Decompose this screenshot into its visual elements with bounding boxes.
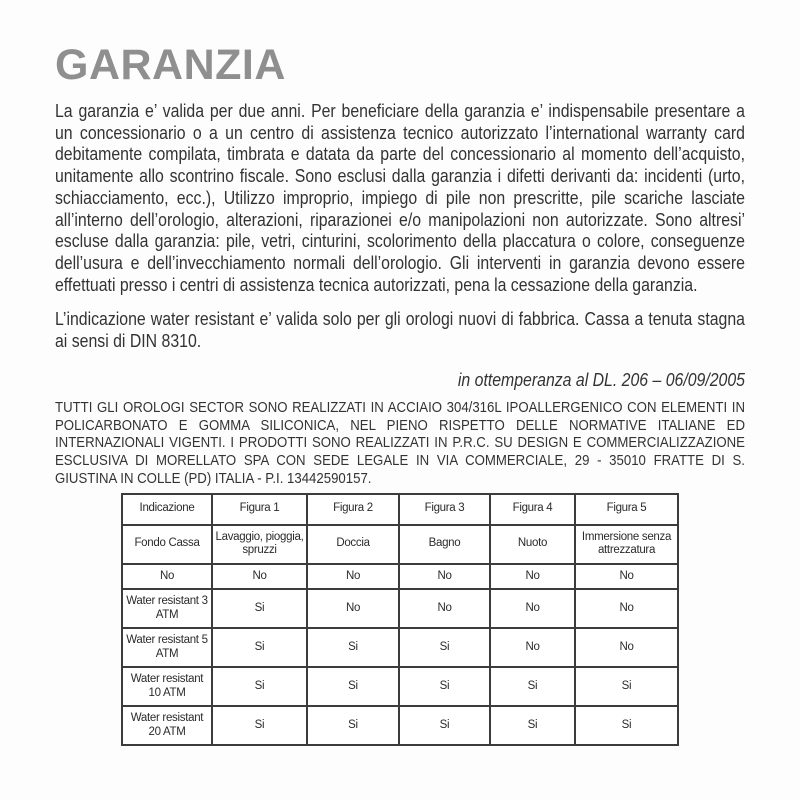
table-cell: Si [212,667,307,706]
table-cell: Si [399,667,490,706]
table-cell: Fondo Cassa [122,525,212,564]
water-resistance-table [121,493,679,747]
table-row [122,564,678,590]
table-cell: Water resistant 10 ATM [122,667,212,706]
table-cell: Water resistant 5 ATM [122,628,212,667]
page-title: GARANZIA [55,41,286,89]
table-cell: Si [212,628,307,667]
table-cell: No [490,564,575,590]
table-header-cell-figura-5: Figura 5 [575,494,678,525]
table-header-cell-figura-2: Figura 2 [307,494,399,525]
compliance-note: in ottemperanza al DL. 206 – 06/09/2005 [457,369,745,390]
table-cell: Water resistant 20 ATM [122,706,212,745]
table-row [122,525,678,564]
table-header-cell-figura-3: Figura 3 [399,494,490,525]
water-resistant-validity-paragraph: L’indicazione water resistant e’ valida solo per gli orologi nuovi di fabbrica. Cassa a tenuta stagna ai sensi di DIN 8310. [55,309,745,352]
table-row [122,706,678,745]
table-cell: Water resistant 3 ATM [122,589,212,628]
water-resistance-table-body [122,525,678,746]
table-cell: Bagno [399,525,490,564]
table-cell: Immersione senza attrezzatura [575,525,678,564]
table-cell: No [399,589,490,628]
table-cell: Si [307,628,399,667]
table-header-cell-figura-1: Figura 1 [212,494,307,525]
table-cell: No [490,589,575,628]
table-cell: Lavaggio, pioggia, spruzzi [212,525,307,564]
table-header-cell-indicazione: Indicazione [122,494,212,525]
table-cell: Si [212,589,307,628]
table-cell: Si [399,628,490,667]
table-cell: Si [307,667,399,706]
table-cell: No [307,589,399,628]
table-cell: No [212,564,307,590]
document-content [55,42,745,746]
table-cell: Si [490,706,575,745]
table-row [122,667,678,706]
table-row [122,628,678,667]
table-header-row [122,494,678,525]
table-cell: No [575,564,678,590]
table-cell: No [575,628,678,667]
table-header-cell-figura-4: Figura 4 [490,494,575,525]
table-cell: Nuoto [490,525,575,564]
manufacturer-legal-paragraph: TUTTI GLI OROLOGI SECTOR SONO REALIZZATI IN ACCIAIO 304/316L IPOALLERGENICO CON ELEMENTI IN POLICARBONATO E GOMMA SILICONICA, NEL PIENO RISPETTO DELLE NORMATIVE ITALIANE ED INTERNAZIONALI VIGENTI. I PRODOTTI SONO REALIZZATI IN P.R.C. SU DESIGN E COMMERCIALIZZAZIONE ESCLUSIVA DI MORELLATO SPA CON SEDE LEGALE IN VIA COMMERCIALE, 29 - 35010 FRATTE DI S. GIUSTINA IN COLLE (PD) ITALIA - P.I. 13442590157. [55,398,745,487]
table-cell: No [122,564,212,590]
table-cell: No [490,628,575,667]
table-cell: Si [490,667,575,706]
warranty-terms-paragraph: La garanzia e’ valida per due anni. Per beneficiare della garanzia e’ indispensabile presentare a un concessionario o a un centro di assistenza tecnico autorizzato l’international warranty card debitamente compilata, timbrata e datata da parte del concessionario al momento dell’acquisto, unitamente allo scontrino fiscale. Sono esclusi dalla garanzia i difetti derivanti da: incidenti (urto, schiacciamento, ecc.), Utilizzo improprio, impiego di pile non prescritte, pile scariche lasciate all’interno dell’orologio, alterazioni, riparazionei e/o manipolazioni non autorizzate. Sono altresi’ escluse dalla garanzia: pile, vetri, cinturini, scolorimento della placcatura o colore, conseguenze dell’usura e dell’invecchiamento normali dell’orologio. Gli interventi in garanzia devono essere effettuati presso i centri di assistenza tecnica autorizzati, pena la cessazione della garanzia. [55,101,745,295]
table-cell: No [399,564,490,590]
table-row [122,589,678,628]
table-cell: Si [212,706,307,745]
table-cell: Doccia [307,525,399,564]
table-cell: Si [307,706,399,745]
table-cell: No [575,589,678,628]
table-cell: Si [575,706,678,745]
table-cell: Si [399,706,490,745]
table-cell: Si [575,667,678,706]
table-cell: No [307,564,399,590]
